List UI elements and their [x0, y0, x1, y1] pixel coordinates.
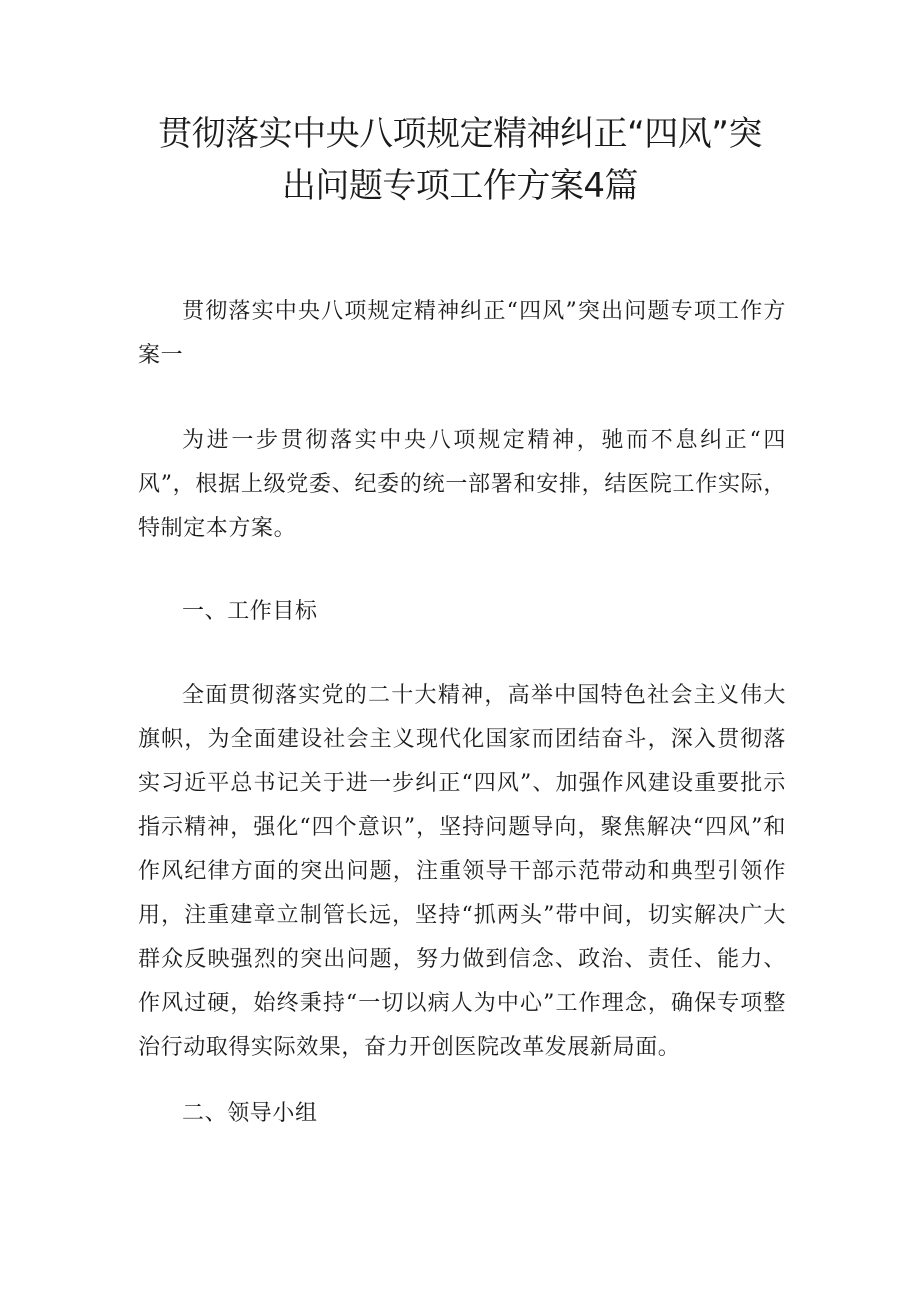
- section-2-heading: 二、领导小组: [182, 1101, 318, 1126]
- document-title-line-2: 出问题专项工作方案4篇: [281, 166, 639, 206]
- section-1-paragraph: 全面贯彻落实党的二十大精神，高举中国特色社会主义伟大旗帜，为全面建设社会主义现代化国家而团结奋斗，深入贯彻落实习近平总书记关于进一步纠正“四风”、加强作风建设重要批示指示精神，强化“四个意识”，坚持问题导向，聚焦解决“四风”和作风纪律方面的突出问题，注重领导干部示范带动和典型引领作用，注重建章立制管长远，坚持“抓两头”带中间，切实解决广大群众反映强烈的突出问题，努力做到信念、政治、责任、能力、作风过硬，始终秉持“一切以病人为中心”工作理念，确保专项整治行动取得实际效果，奋力开创医院改革发展新局面。: [138, 683, 786, 1060]
- document-title: [140, 108, 780, 212]
- plan-subtitle: 贯彻落实中央八项规定精神纠正“四风”突出问题专项工作方案一: [138, 299, 786, 368]
- intro-paragraph: 为进一步贯彻落实中央八项规定精神，驰而不息纠正“四风”，根据上级党委、纪委的统一部署和安排，结医院工作实际，特制定本方案。: [138, 428, 786, 541]
- document-title-line-1: 贯彻落实中央八项规定精神纠正“四风”突: [158, 114, 762, 154]
- section-1-heading: 一、工作目标: [182, 599, 318, 624]
